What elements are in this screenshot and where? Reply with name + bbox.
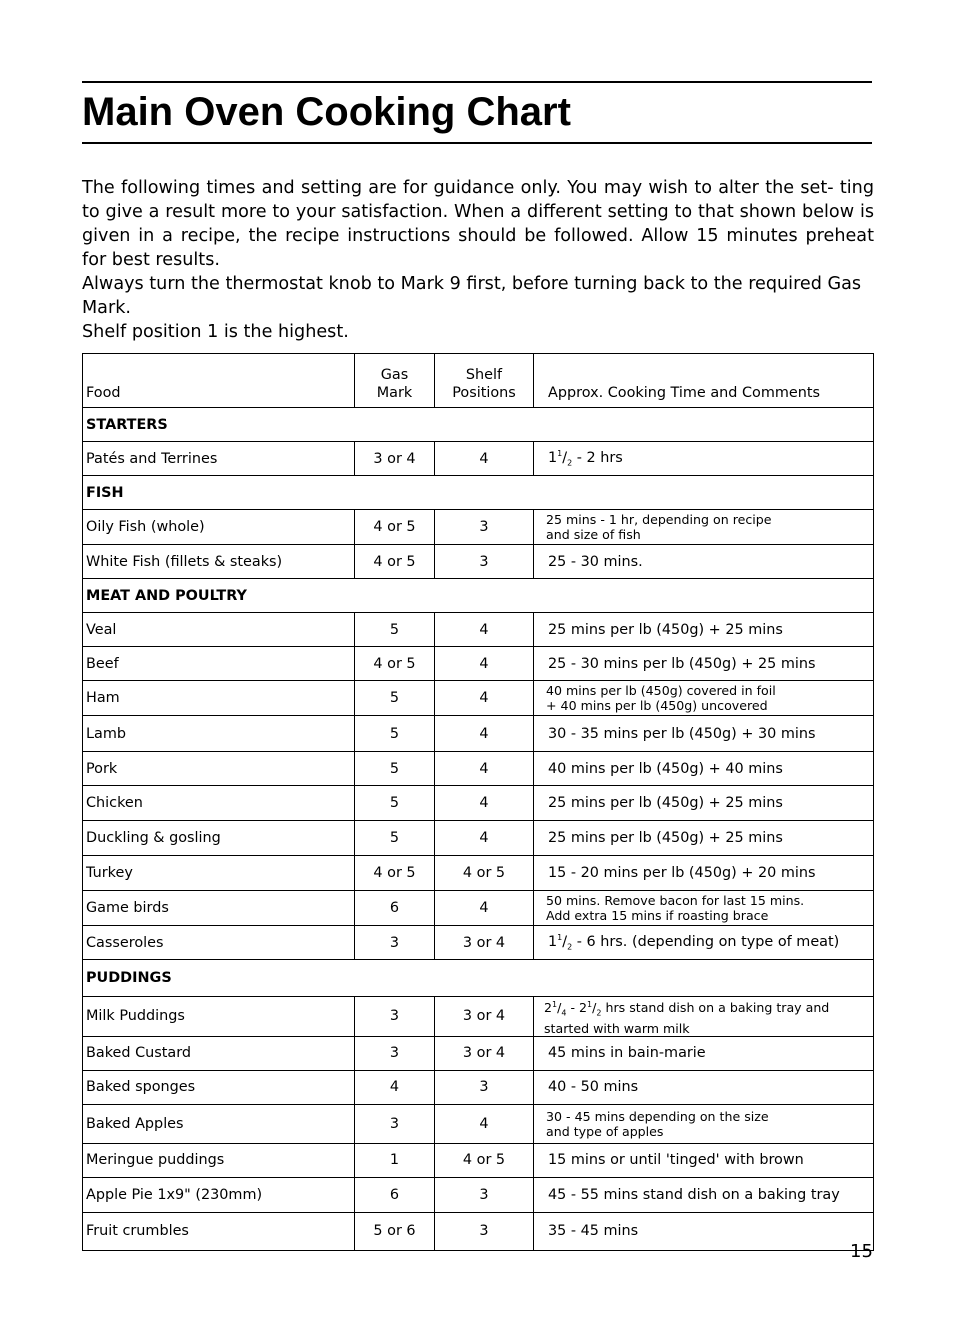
table-row [83,926,874,960]
table-row [83,716,874,752]
cell-shelf: 3 [435,545,534,579]
fraction-denominator: 2 [567,942,573,952]
cell-comment: 30 - 35 mins per lb (450g) + 30 mins [534,716,874,752]
cell-gas-mark: 3 [355,926,435,960]
section-label: FISH [83,476,874,510]
cell-gas-mark: 4 or 5 [355,856,435,891]
cell-comment [534,1104,874,1143]
header-shelf-positions [435,354,534,408]
cell-shelf: 4 [435,891,534,926]
fraction-numerator: 1 [557,449,563,459]
cell-shelf: 4 [435,1104,534,1143]
cell-comment: 25 mins per lb (450g) + 25 mins [534,786,874,821]
table-row [83,681,874,716]
section-row-puddings [83,960,874,997]
cell-gas-mark: 4 or 5 [355,647,435,681]
cell-shelf: 3 or 4 [435,1036,534,1070]
cell-comment: $1^1/_2 - 2$ hrs [534,442,874,476]
cell-shelf: 3 [435,1212,534,1250]
cell-food: Duckling & gosling [83,821,355,856]
cell-comment [534,891,874,926]
section-row-meat [83,579,874,613]
cell-food: Oily Fish (whole) [83,510,355,545]
comment-line2: and type of apples [546,1123,664,1139]
fraction-numerator: 1 [552,1000,558,1009]
comment-line2: + 40 mins per lb (450g) uncovered [546,698,768,713]
cell-gas-mark: 6 [355,891,435,926]
cell-comment [534,681,874,716]
section-label: MEAT AND POULTRY [83,579,874,613]
cell-food: Meringue puddings [83,1143,355,1177]
header-shelf-line1: Shelf [465,367,503,383]
cell-shelf: 4 [435,681,534,716]
cell-gas-mark: 6 [355,1177,435,1212]
table-row [83,613,874,647]
cell-food: Milk Puddings [83,997,355,1037]
comment-text: - 2 hrs [572,449,623,466]
page-title: Main Oven Cooking Chart [82,90,571,134]
cell-comment: 35 - 45 mins [534,1212,874,1250]
cell-shelf: 4 [435,821,534,856]
page-number: 15 [850,1241,873,1262]
intro-paragraph-guidance: The following times and setting are for guidance only. You may wish to alter the set- ting to give a result more to your satisfaction. When a different setting to that shown below is given in a recipe, the recipe instructions should be followed. Allow 15 minutes preheat for best results. [82,178,874,270]
comment-text: - 6 hrs. (depending on type of meat) [572,933,840,950]
cell-food: Ham [83,681,355,716]
header-food: Food [83,354,355,408]
comment-separator: - [566,1000,580,1016]
cell-shelf: 3 [435,1177,534,1212]
header-gas-line1: Gas [380,367,409,383]
cell-comment: 45 mins in bain-marie [534,1036,874,1070]
cell-comment: 25 mins per lb (450g) + 25 mins [534,613,874,647]
cell-food: Baked sponges [83,1070,355,1104]
cell-shelf: 3 or 4 [435,997,534,1037]
table-row [83,786,874,821]
fraction-numerator: 1 [587,1000,593,1009]
fraction-denominator: 2 [567,458,573,468]
intro-paragraph-shelf: Shelf position 1 is the highest. [82,322,349,342]
cell-food: Baked Apples [83,1104,355,1143]
cell-shelf: 4 [435,442,534,476]
cell-comment: 45 - 55 mins stand dish on a baking tray [534,1177,874,1212]
title-top-rule [82,81,872,83]
table-row [83,442,874,476]
table-row [83,1177,874,1212]
table-row [83,997,874,1037]
cell-gas-mark: 4 or 5 [355,545,435,579]
cell-gas-mark: 3 [355,1104,435,1143]
table-row [83,856,874,891]
cell-shelf: 3 or 4 [435,926,534,960]
cell-food: Fruit crumbles [83,1212,355,1250]
cell-comment: 25 mins per lb (450g) + 25 mins [534,821,874,856]
cell-comment: 40 mins per lb (450g) + 40 mins [534,752,874,786]
cell-gas-mark: 5 [355,613,435,647]
cell-gas-mark: 5 [355,786,435,821]
cell-comment: $1^1/_2 - 6$ hrs. (depending on type of meat) [534,926,874,960]
table-row [83,510,874,545]
cell-gas-mark: 5 [355,821,435,856]
cell-food: Casseroles [83,926,355,960]
fraction-whole: 1 [548,933,558,950]
comment-line1: hrs stand dish on a baking tray and [601,1000,830,1016]
comment-line2: and size of fish [546,527,641,542]
cell-comment: 40 - 50 mins [534,1070,874,1104]
table-row [83,752,874,786]
cell-food: Lamb [83,716,355,752]
cell-food: Veal [83,613,355,647]
section-row-starters [83,408,874,442]
cell-food: Pork [83,752,355,786]
cell-gas-mark: 5 or 6 [355,1212,435,1250]
cell-food: Chicken [83,786,355,821]
cell-shelf: 4 [435,786,534,821]
table-row [83,821,874,856]
intro-text [82,176,874,344]
fraction-denominator: 4 [561,1008,567,1018]
comment-line2: Add extra 15 mins if roasting brace [546,908,769,923]
cell-gas-mark: 4 or 5 [355,510,435,545]
table-row [83,1104,874,1143]
cell-gas-mark: 3 or 4 [355,442,435,476]
section-label: PUDDINGS [83,960,874,997]
cell-food: Beef [83,647,355,681]
fraction-whole: 2 [544,1000,553,1016]
fraction-numerator: 1 [557,933,563,943]
comment-line1: 40 mins per lb (450g) covered in foil [546,683,776,698]
cell-food: White Fish (fillets & steaks) [83,545,355,579]
section-label: STARTERS [83,408,874,442]
header-shelf-line2: Positions [452,385,516,401]
cell-gas-mark: 5 [355,752,435,786]
cell-gas-mark: 5 [355,716,435,752]
table-row [83,891,874,926]
cell-shelf: 3 [435,1070,534,1104]
cell-food: Patés and Terrines [83,442,355,476]
cell-comment: 25 - 30 mins. [534,545,874,579]
cell-gas-mark: 1 [355,1143,435,1177]
table-row [83,545,874,579]
cell-shelf: 4 or 5 [435,1143,534,1177]
cooking-chart-table [82,353,874,1251]
cell-shelf: 4 or 5 [435,856,534,891]
section-row-fish [83,476,874,510]
cell-food: Baked Custard [83,1036,355,1070]
comment-line2: started with warm milk [544,1020,690,1036]
table-row [83,1143,874,1177]
table-row [83,647,874,681]
cell-comment: 15 - 20 mins per lb (450g) + 20 mins [534,856,874,891]
title-bottom-rule [82,142,872,144]
comment-line1: 25 mins - 1 hr, depending on recipe [546,512,772,527]
table-header-row [83,354,874,408]
cell-food: Turkey [83,856,355,891]
cell-shelf: 4 [435,613,534,647]
cell-gas-mark: 4 [355,1070,435,1104]
fraction-whole: 1 [548,449,558,466]
table-row [83,1212,874,1250]
fraction-whole: 2 [579,1000,588,1016]
cell-gas-mark: 3 [355,1036,435,1070]
table-row [83,1036,874,1070]
cell-shelf: 4 [435,647,534,681]
intro-paragraph-thermostat: Always turn the thermostat knob to Mark 9 first, before turning back to the required Gas Mark. [82,274,862,318]
cell-food: Game birds [83,891,355,926]
header-gas-mark [355,354,435,408]
cell-comment: 15 mins or until 'tinged' with brown [534,1143,874,1177]
cell-gas-mark: 3 [355,997,435,1037]
table-row [83,1070,874,1104]
comment-line1: 50 mins. Remove bacon for last 15 mins. [546,893,805,908]
header-comments: Approx. Cooking Time and Comments [534,354,874,408]
header-gas-line2: Mark [376,385,413,401]
cell-food: Apple Pie 1x9" (230mm) [83,1177,355,1212]
cell-shelf: 3 [435,510,534,545]
comment-line1: 30 - 45 mins depending on the size [546,1108,769,1124]
fraction-denominator: 2 [596,1008,602,1018]
cell-comment [534,510,874,545]
cell-comment: $2^1/_4 - 2^1/_2$ hrs stand dish on a baking tray and started with warm milk [534,997,874,1037]
cell-comment: 25 - 30 mins per lb (450g) + 25 mins [534,647,874,681]
cell-shelf: 4 [435,752,534,786]
cell-gas-mark: 5 [355,681,435,716]
cell-shelf: 4 [435,716,534,752]
